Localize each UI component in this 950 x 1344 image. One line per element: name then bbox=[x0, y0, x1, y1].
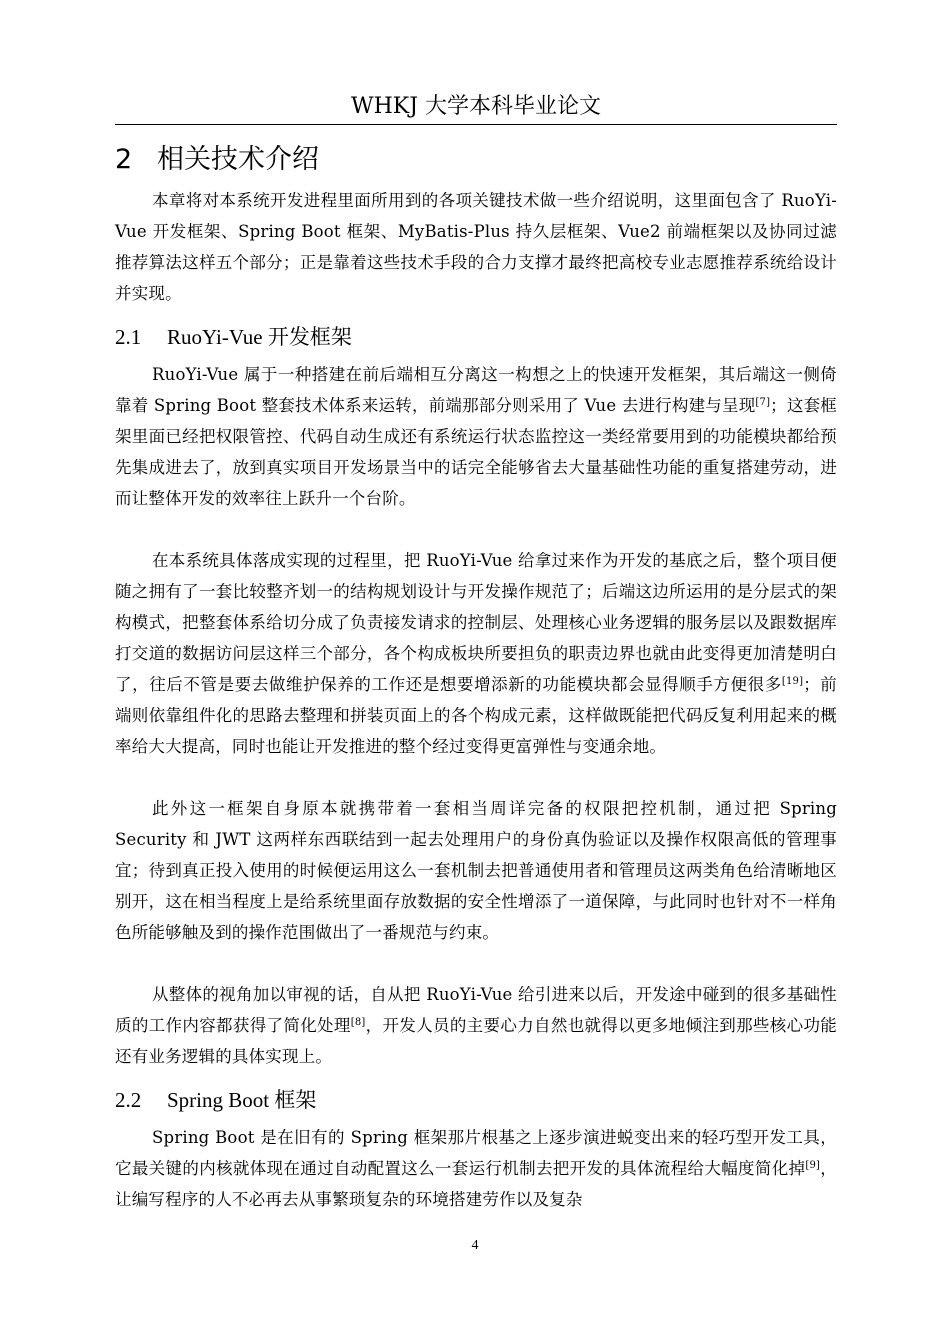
citation: [9] bbox=[805, 1160, 821, 1171]
paragraph-text: ；这套框架里面已经把权限管控、代码自动生成还有系统运行状态监控这一类经常要用到的功能模块都给预先集成进去了，放到真实项目开发场景当中的话完全能够省去大量基础性功能的重复搭建劳动，进而让整体开发的效率往上跃升一个台阶。 bbox=[115, 396, 837, 508]
section-title: Spring Boot 框架 bbox=[167, 1088, 317, 1112]
header-rule bbox=[115, 124, 837, 125]
section-heading-2-2 bbox=[115, 1083, 316, 1117]
chapter-heading bbox=[115, 140, 319, 180]
paragraph-text: ，开发人员的主要心力自然也就得以更多地倾注到那些核心功能还有业务逻辑的具体实现上。 bbox=[115, 1016, 837, 1066]
section-heading-2-1 bbox=[115, 320, 352, 354]
paragraph bbox=[115, 545, 837, 762]
chapter-intro-paragraph: 本章将对本系统开发进程里面所用到的各项关键技术做一些介绍说明，这里面包含了 RuoYi-Vue 开发框架、Spring Boot 框架、MyBatis-Plus 持久层框架、Vue2 前端框架以及协同过滤推荐算法这样五个部分；正是靠着这些技术手段的合力支撑才最终把高校专业志愿推荐系统给设计并实现。 bbox=[115, 191, 837, 303]
page-number: 4 bbox=[471, 1238, 479, 1253]
section-number: 2.1 bbox=[115, 325, 142, 349]
paragraph-text: ；前端则依靠组件化的思路去整理和拼装页面上的各个构成元素，这样做既能把代码反复利用起来的概率给大大提高，同时也能让开发推进的整个经过变得更富弹性与变通余地。 bbox=[115, 675, 837, 756]
citation: [19] bbox=[781, 676, 804, 687]
section-title: RuoYi-Vue 开发框架 bbox=[167, 325, 352, 349]
citation: [8] bbox=[350, 1017, 366, 1028]
paragraph-text: 从整体的视角加以审视的话，自从把 RuoYi-Vue 给引进来以后，开发途中碰到的很多基础性质的工作内容都获得了简化处理 bbox=[115, 985, 837, 1035]
paragraph: 此外这一框架自身原本就携带着一套相当周详完备的权限把控机制，通过把 Spring Security 和 JWT 这两样东西联结到一起去处理用户的身份真伪验证以及操作权限高低的管理事宜；待到真正投入使用的时候便运用这么一套机制去把普通使用者和管理员这两类角色给清晰地区别开，这在相当程度上是给系统里面存放数据的安全性增添了一道保障，与此同时也针对不一样角色所能够触及到的操作范围做出了一番规范与约束。 bbox=[115, 799, 837, 942]
paragraph-text: ，让编写程序的人不必再去从事繁琐复杂的环境搭建劳作以及复杂 bbox=[115, 1159, 837, 1209]
chapter-title: 相关技术介绍 bbox=[157, 144, 319, 175]
paragraph bbox=[115, 1122, 837, 1215]
paragraph bbox=[115, 359, 837, 514]
chapter-number: 2 bbox=[115, 144, 133, 175]
citation: [7] bbox=[755, 397, 771, 408]
paragraph bbox=[115, 979, 837, 1072]
paragraph-text: RuoYi-Vue 属于一种搭建在前后端相互分离这一构想之上的快速开发框架，其后端这一侧倚靠着 Spring Boot 整套技术体系来运转，前端那部分则采用了 Vue 去进行构建与呈现 bbox=[115, 365, 837, 415]
paragraph-text: Spring Boot 是在旧有的 Spring 框架那片根基之上逐步演进蜕变出来的轻巧型开发工具，它最关键的内核就体现在通过自动配置这么一套运行机制去把开发的具体流程给大幅度简化掉 bbox=[115, 1128, 837, 1178]
section-number: 2.2 bbox=[115, 1088, 142, 1112]
running-header: WHKJ 大学本科毕业论文 bbox=[350, 94, 602, 119]
paragraph-text: 在本系统具体落成实现的过程里，把 RuoYi-Vue 给拿过来作为开发的基底之后，整个项目便随之拥有了一套比较整齐划一的结构规划设计与开发操作规范了；后端这边所运用的是分层式的架构模式，把整套体系给切分成了负责接发请求的控制层、处理核心业务逻辑的服务层以及跟数据库打交道的数据访问层这样三个部分，各个构成板块所要担负的职责边界也就由此变得更加清楚明白了，往后不管是要去做维护保养的工作还是想要增添新的功能模块都会显得顺手方便很多 bbox=[115, 551, 837, 694]
